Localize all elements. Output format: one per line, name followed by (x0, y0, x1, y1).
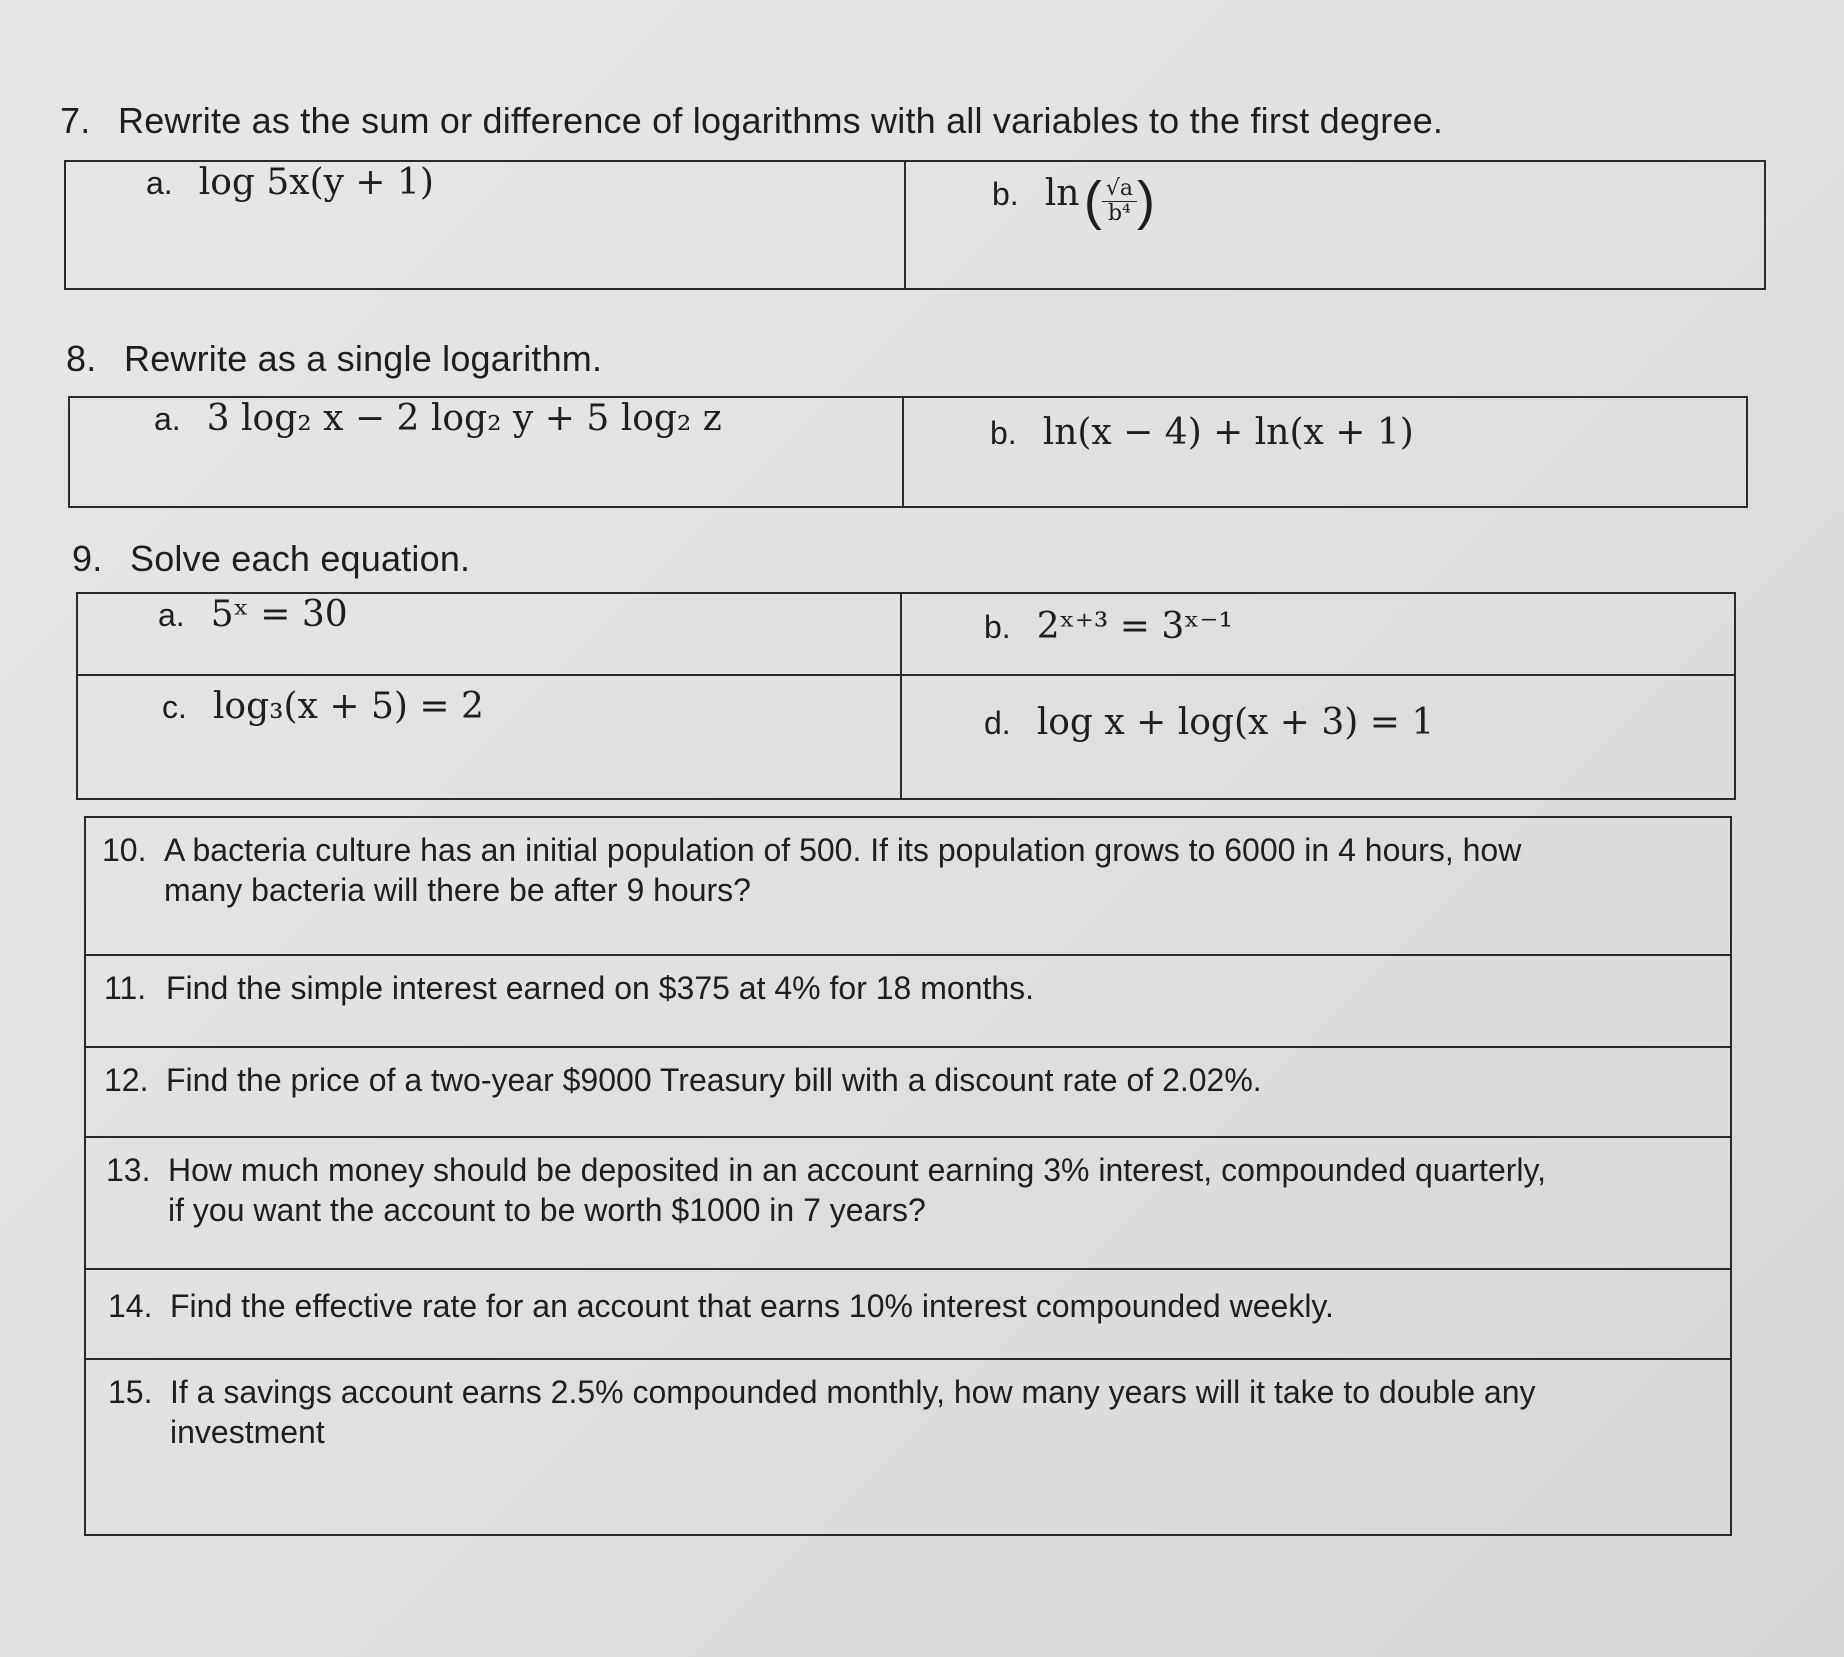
q7b-fraction (1102, 177, 1137, 226)
problem-11-line1: Find the simple interest earned on $375 at 4% for 18 months. (166, 970, 1035, 1006)
q9a-label: a. (158, 597, 185, 633)
problem-15-number: 15. (108, 1374, 153, 1410)
problem-13-line1: How much money should be deposited in an account earning 3% interest, compounded quarterly, (168, 1152, 1547, 1188)
problem-10-line2: many bacteria will there be after 9 hours? (164, 872, 751, 908)
q8a-expression: 3 log₂ x − 2 log₂ y + 5 log₂ z (206, 398, 722, 439)
problem-10-line1: A bacteria culture has an initial population of 500. If its population grows to 6000 in 4 hours, how (164, 832, 1522, 868)
problem-14-text (108, 1286, 1334, 1326)
q7b-close-paren: ) (1136, 171, 1155, 231)
q9-part-a (158, 594, 348, 635)
q9-heading (72, 538, 470, 580)
q9-answer-grid (76, 592, 1736, 800)
q9-instruction: Solve each equation. (130, 538, 471, 579)
q9-part-d (984, 702, 1434, 743)
q9-part-c (162, 686, 484, 727)
q7-number: 7. (60, 100, 91, 141)
q9d-expression: log x + log(x + 3) = 1 (1036, 702, 1435, 743)
problem-10-text (102, 830, 1521, 910)
q9c-label: c. (162, 689, 187, 725)
q7-answer-box (64, 160, 1766, 290)
problem-11-number: 11. (104, 970, 147, 1006)
q8-number: 8. (66, 338, 97, 379)
q8-answer-box (68, 396, 1748, 508)
q7b-denominator: b⁴ (1107, 200, 1131, 226)
q9-divider-horizontal (78, 674, 1734, 676)
q9-part-b (984, 606, 1233, 647)
q9b-expression: 2ˣ⁺³ = 3ˣ⁻¹ (1036, 606, 1233, 647)
problem-13-line2: if you want the account to be worth $1000 in 7 years? (168, 1192, 926, 1228)
q7b-numerator: √a (1102, 177, 1137, 202)
problem-14-line1: Find the effective rate for an account that earns 10% interest compounded weekly. (170, 1288, 1334, 1324)
q8b-expression: ln(x − 4) + ln(x + 1) (1042, 412, 1414, 453)
q9-divider-vertical (900, 594, 902, 798)
q8-divider (902, 398, 904, 506)
q8b-label: b. (990, 415, 1017, 451)
problem-15-line1: If a savings account earns 2.5% compounded monthly, how many years will it take to double any (170, 1374, 1536, 1410)
q8-part-b (990, 412, 1414, 453)
problem-12-line1: Find the price of a two-year $9000 Treasury bill with a discount rate of 2.02%. (166, 1062, 1262, 1098)
problem-15-line2: investment (170, 1414, 325, 1450)
q7-heading (60, 100, 1443, 142)
problem-12-number: 12. (104, 1062, 149, 1098)
q7a-label: a. (146, 165, 173, 201)
problem-12-row (86, 1046, 1730, 1136)
q9b-label: b. (984, 609, 1011, 645)
problem-15-row (86, 1358, 1730, 1538)
problem-14-row (86, 1268, 1730, 1358)
problem-15-text (108, 1372, 1535, 1452)
q8a-label: a. (154, 401, 181, 437)
q7-part-b (992, 170, 1155, 232)
q9-number: 9. (72, 538, 103, 579)
problem-10-row (86, 818, 1730, 954)
problem-12-text (104, 1060, 1262, 1100)
q8-heading (66, 338, 602, 380)
q7-part-a (146, 162, 434, 203)
q9c-expression: log₃(x + 5) = 2 (212, 686, 484, 727)
problem-10-number: 10. (102, 832, 147, 868)
q9a-expression: 5ˣ = 30 (210, 594, 348, 635)
problem-11-row (86, 954, 1730, 1046)
problem-13-number: 13. (106, 1152, 151, 1188)
q7b-fn: ln (1044, 173, 1080, 215)
q8-part-a (154, 398, 722, 439)
problem-13-row (86, 1136, 1730, 1268)
word-problems-table (84, 816, 1732, 1536)
q9d-label: d. (984, 705, 1011, 741)
q7-divider (904, 162, 906, 288)
q7-instruction: Rewrite as the sum or difference of logarithms with all variables to the first degree. (118, 100, 1444, 141)
q7b-label: b. (992, 176, 1019, 213)
q7a-expression: log 5x(y + 1) (198, 162, 434, 203)
problem-11-text (104, 968, 1034, 1008)
q7b-open-paren: ( (1083, 171, 1102, 231)
problem-14-number: 14. (108, 1288, 153, 1324)
problem-13-text (106, 1150, 1546, 1230)
q8-instruction: Rewrite as a single logarithm. (124, 338, 603, 379)
